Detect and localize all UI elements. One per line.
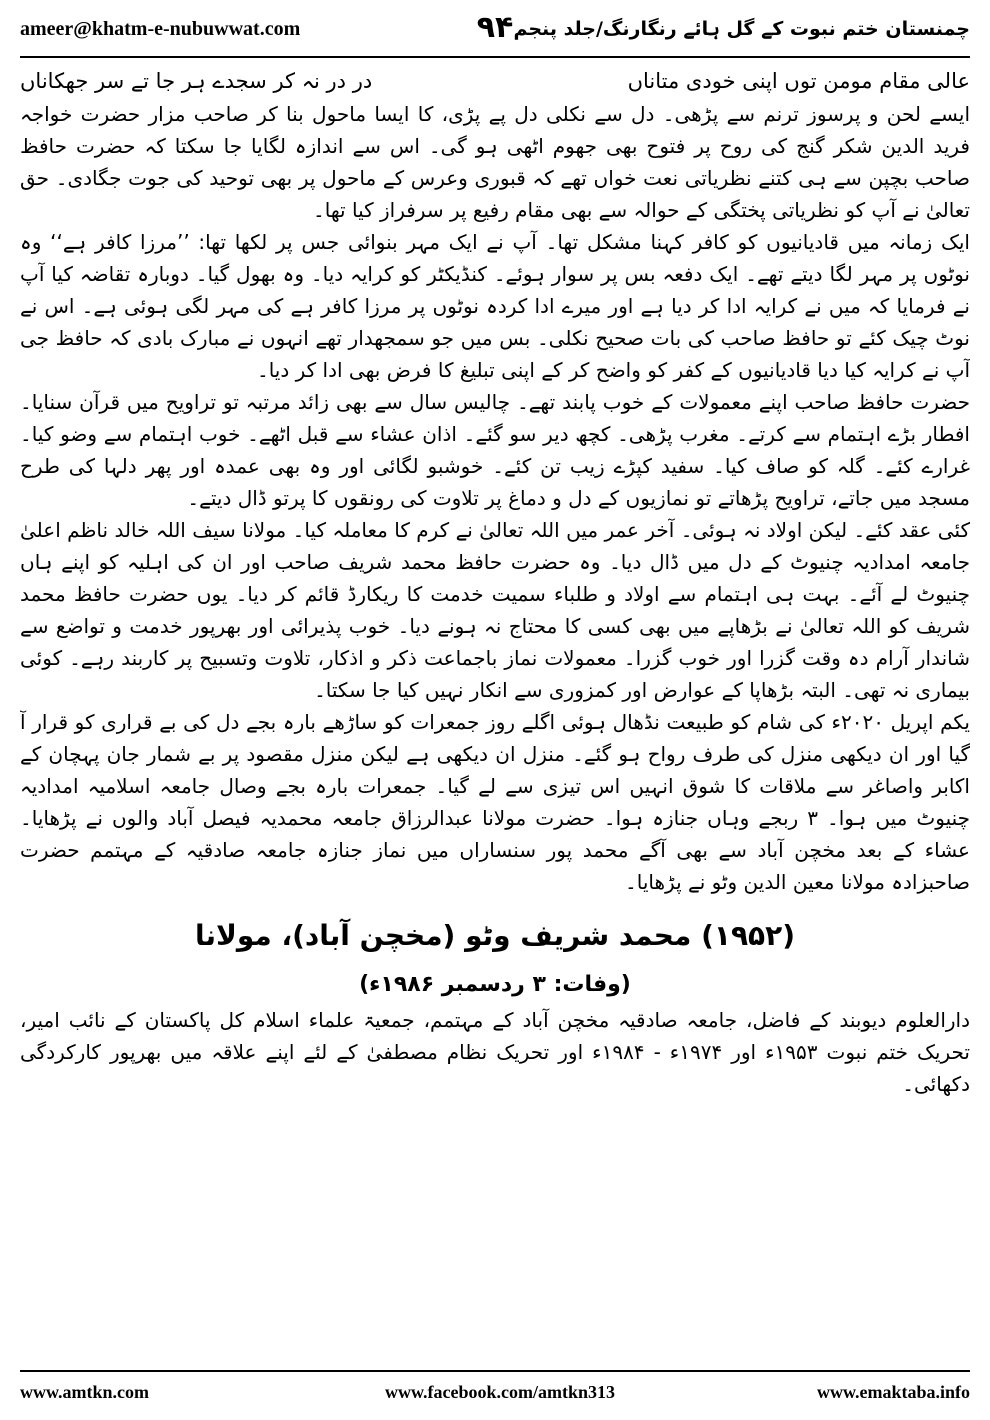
biography-heading: (۱۹۵۲) محمد شریف وٹو (مخچن آباد)، مولانا <box>194 919 796 952</box>
footer-link-amtkn[interactable]: www.amtkn.com <box>20 1382 149 1402</box>
paragraph: حضرت حافظ صاحب اپنے معمولات کے خوب پابند تھے۔ چالیس سال سے بھی زائد مرتبہ تو تراویح میں قرآن سنایا۔ افطار بڑے اہتمام سے کرتے۔ مغرب پڑھی۔ کچھ دیر سو گئے۔ اذان عشاء سے قبل اٹھے۔ خوب اہتمام سے وضو کیا۔ غرارے کئے۔ گلہ کو صاف کیا۔ سفید کپڑے زیب تن کئے۔ خوشبو لگائی اور وہ بھی عمدہ اور پھر دلہا کی طرح مسجد میں جاتے، تراویح پڑھاتے تو نمازیوں کے دل و دماغ پر تلاوت کی رونقوں کا پرتو ڈال دیتے۔ <box>20 390 970 510</box>
page-number: ۹۴ <box>476 10 514 45</box>
couplet-right-half: عالی مقام مومن توں اپنی خودی متاناں <box>627 69 970 93</box>
page-body <box>20 64 970 1346</box>
paragraph: ایک زمانہ میں قادیانیوں کو کافر کہنا مشکل تھا۔ آپ نے ایک مہر بنوائی جس پر لکھا تھا: ’’مرزا کافر ہے‘‘ وہ نوٹوں پر مہر لگا دیتے تھے۔ ایک دفعہ بس پر سوار ہوئے۔ کنڈیکٹر کو کرایہ دیا۔ وہ بھول گیا۔ دوبارہ تقاضہ کیا آپ نے فرمایا کہ میں نے کرایہ ادا کر دیا ہے اور میرے ادا کردہ نوٹوں پر مرزا کافر ہے کی مہر لگی ہوئی ہے۔ اس نے نوٹ چیک کئے تو حافظ صاحب کی بات صحیح نکلی۔ بس میں جو سمجھدار تھے انہوں نے مبارک بادی کہ حافظ جی آپ نے کرایہ کیا دیا قادیانیوں کے کفر کو واضح کر کے اپنی تبلیغ کا فرض بھی ادا کر دیا۔ <box>20 230 970 382</box>
page-header <box>20 10 970 58</box>
page-footer <box>20 1370 970 1412</box>
paragraph: دارالعلوم دیوبند کے فاضل، جامعہ صادقیہ مخچن آباد کے مہتمم، جمعیۃ علماء اسلام کل پاکستان کے نائب امیر، تحریک ختم نبوت ۱۹۵۳ء اور ۱۹۷۴ء - ۱۹۸۴ء اور تحریک نظام مصطفیٰ کے لئے اپنے علاقہ میں بھرپور کارکردگی دکھائی۔ <box>20 1008 970 1096</box>
paragraph: یکم اپریل ۲۰۲۰ء کی شام کو طبیعت نڈھال ہوئی اگلے روز جمعرات کو ساڑھے بارہ بجے دل کی بے قراری کو قرار آ گیا اور ان دیکھی منزل کی طرف رواح ہو گئے۔ منزل ان دیکھی ہے لیکن منزل مقصود پر بے شمار جان پہچان کے اکابر واصاغر سے ملاقات کا شوق انہیں اس تیزی سے لے گیا۔ جمعرات بارہ بجے وصال جامعہ اسلامیہ امدادیہ چنیوٹ میں ہوا۔ ۳ ربجے وہاں جنازہ ہوا۔ حضرت مولانا عبدالرزاق جامعہ محمدیہ فیصل آباد والوں نے پڑھایا۔ عشاء کے بعد مخچن آباد سے بھی آگے محمد پور سنساراں میں نماز جنازہ جامعہ صادقیہ کے مہتمم حضرت صاحبزادہ مولانا معین الدین وٹو نے پڑھایا۔ <box>20 710 970 894</box>
death-date: (وفات: ۳ ردسمبر ۱۹۸۶ء) <box>359 972 631 997</box>
header-email: ameer@khatm-e-nubuwwat.com <box>20 18 301 40</box>
poetry-couplet <box>20 64 970 98</box>
footer-link-emaktaba[interactable]: www.emaktaba.info <box>816 1382 970 1402</box>
paragraph: کئی عقد کئے۔ لیکن اولاد نہ ہوئی۔ آخر عمر میں اللہ تعالیٰ نے کرم کا معاملہ کیا۔ مولانا سیف اللہ خالد ناظم اعلیٰ جامعہ امدادیہ چنیوٹ کے دل میں ڈال دیا۔ وہ حضرت حافظ محمد شریف صاحب اور ان کی اہلیہ کو اپنے ہاں چنیوٹ لے آئے۔ بہت ہی اہتمام سے اولاد و طلباء سمیت خدمت کا ریکارڈ قائم کر دیا۔ یوں حضرت حافظ محمد شریف کو اللہ تعالیٰ نے بڑھاپے میں بھی کسی کا محتاج نہ ہونے دیا۔ خوب پذیرائی اور بھرپور خدمت و تواضع سے شاندار آرام دہ وقت گزرا اور خوب گزرا۔ معمولات نماز باجماعت ذکر و اذکار، تلاوت وتسبیح پر کاربند رہے۔ کوئی بیماری نہ تھی۔ البتہ بڑھاپا کے عوارض اور کمزوری سے انکار نہیں کیا جا سکتا۔ <box>20 518 970 702</box>
couplet-left-half: در در نہ کر سجدے ہر جا تے سر جھکاناں <box>20 69 373 93</box>
book-title: چمنستان ختم نبوت کے گل ہائے رنگارنگ/جلد پنجم <box>513 18 970 40</box>
paragraph: ایسے لحن و پرسوز ترنم سے پڑھی۔ دل سے نکلی دل پے پڑی، کا ایسا ماحول بنا کر صاحب مزار حضرت خواجہ فرید الدین شکر گنج کی روح پر فتوح بھی جھوم اٹھی ہو گی۔ اس سے اندازہ لگایا جا سکتا کہ حضرت حافظ صاحب بچپن سے ہی کتنے نظریاتی نعت خواں تھے کہ قبوری وعرس کے ماحول پر بھی توحید کی جوت جگادی۔ حق تعالیٰ نے آپ کو نظریاتی پختگی کے حوالہ سے بھی مقام رفیع پر سرفراز کیا تھا۔ <box>20 102 970 222</box>
footer-link-facebook[interactable]: www.facebook.com/amtkn313 <box>385 1382 615 1402</box>
